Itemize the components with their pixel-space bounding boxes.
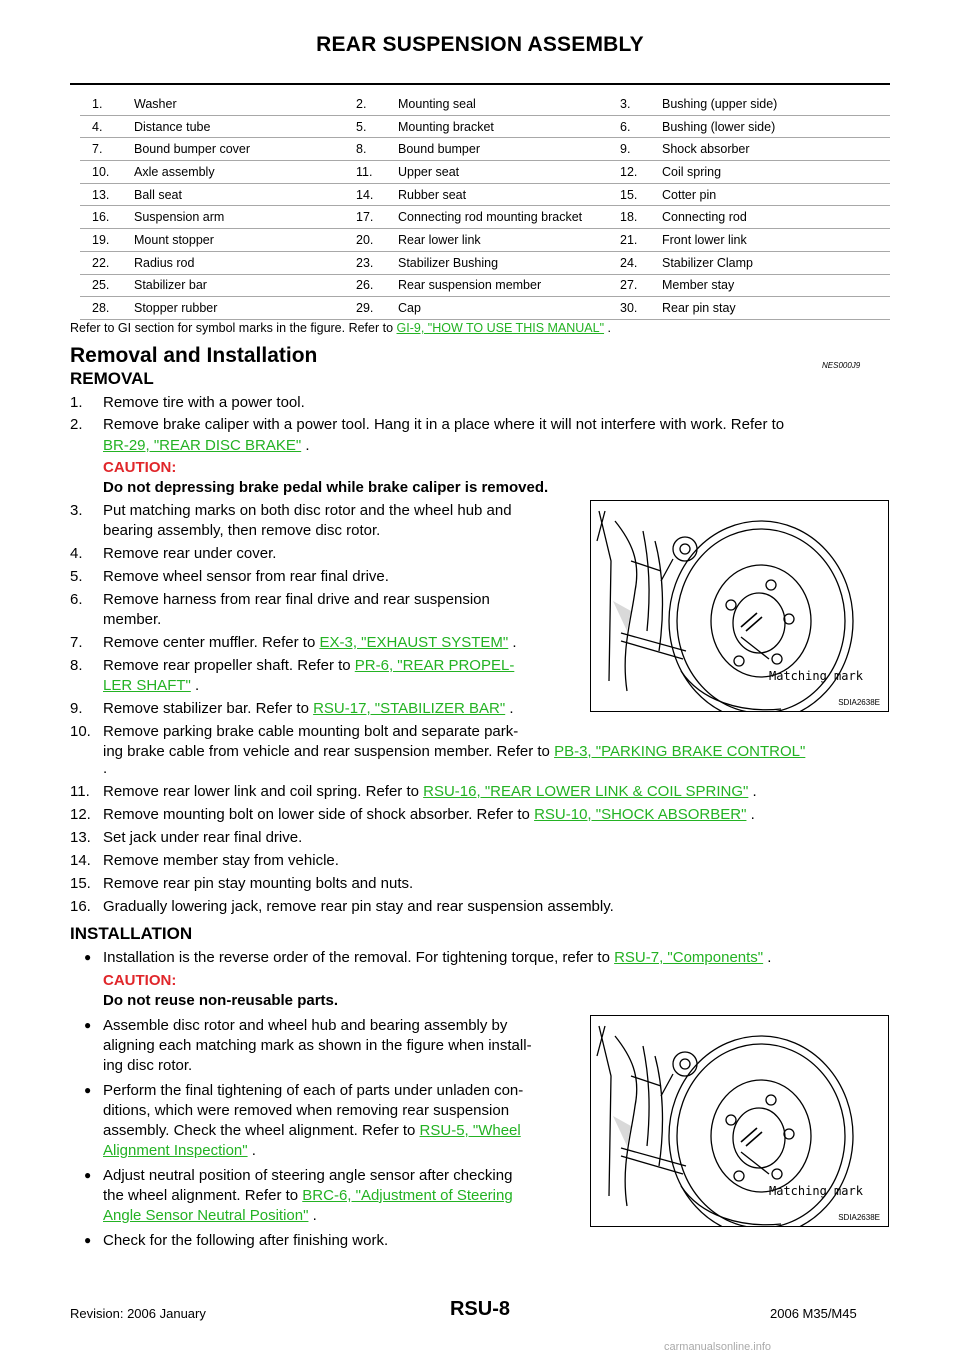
parts-row	[80, 184, 890, 207]
install-bullet-3-line3: assembly. Check the wheel alignment. Refer to RSU-5, "Wheel	[103, 1122, 521, 1139]
removal-step-2: 2. Remove brake caliper with a power tool. Hang it in a place where it will not interfere with work. Refer to	[70, 416, 785, 433]
removal-step-3: 3. Put matching marks on both disc rotor and the wheel hub and	[70, 502, 512, 519]
part-number: 20.	[356, 232, 374, 247]
caution-label: CAUTION:	[103, 459, 177, 476]
parts-cell	[80, 97, 356, 111]
part-name: Distance tube	[134, 119, 211, 134]
install-bullet-1: ● Installation is the reverse order of the removal. For tightening torque, refer to RSU-7, "Components" .	[84, 949, 772, 966]
removal-step-7: 7. Remove center muffler. Refer to EX-3, "EXHAUST SYSTEM" .	[70, 634, 517, 651]
install-bullet-3-line4: Alignment Inspection" .	[103, 1142, 256, 1159]
removal-step-4: 4. Remove rear under cover.	[70, 545, 277, 562]
parts-cell	[80, 233, 356, 247]
part-number: 12.	[620, 164, 638, 179]
parts-row	[80, 93, 890, 116]
parts-cell	[80, 142, 356, 156]
part-name: Upper seat	[398, 164, 460, 179]
part-name: Rear pin stay	[662, 301, 736, 316]
removal-step-13: 13. Set jack under rear final drive.	[70, 829, 303, 846]
part-number: 26.	[356, 278, 374, 293]
part-number: 28.	[92, 301, 110, 316]
part-number: 10.	[92, 164, 110, 179]
install-bullet-4-line2: the wheel alignment. Refer to BRC-6, "Adjustment of Steering	[103, 1187, 513, 1204]
link-brc-6[interactable]: BRC-6, "Adjustment of Steering	[302, 1187, 513, 1204]
parts-cell	[80, 210, 356, 224]
removal-step-14: 14. Remove member stay from vehicle.	[70, 852, 339, 869]
refer-note: Refer to GI section for symbol marks in the figure. Refer to GI-9, "HOW TO USE THIS MANUAL" .	[70, 321, 611, 335]
figure-disc-rotor-install	[590, 1015, 889, 1227]
part-number: 8.	[356, 142, 367, 157]
parts-cell	[356, 120, 620, 134]
part-name: Coil spring	[662, 164, 722, 179]
parts-cell	[356, 142, 620, 156]
part-number: 23.	[356, 255, 374, 270]
link-pr-6[interactable]: PR-6, "REAR PROPEL-	[354, 657, 515, 674]
removal-step-12: 12. Remove mounting bolt on lower side of shock absorber. Refer to RSU-10, "SHOCK ABSORBER" .	[70, 806, 755, 823]
parts-cell	[620, 301, 890, 315]
section-code: NES000J9	[822, 361, 861, 370]
part-name: Mount stopper	[134, 232, 214, 247]
parts-cell	[620, 210, 890, 224]
parts-row	[80, 206, 890, 229]
bullet-icon: ●	[84, 1233, 92, 1247]
part-name: Bound bumper cover	[134, 142, 251, 157]
removal-step-9: 9. Remove stabilizer bar. Refer to RSU-17, "STABILIZER BAR" .	[70, 700, 514, 717]
part-name: Connecting rod	[662, 210, 747, 225]
bullet-icon: ●	[84, 1083, 92, 1097]
parts-row	[80, 297, 890, 320]
parts-row	[80, 275, 890, 298]
part-name: Radius rod	[134, 255, 195, 270]
part-number: 6.	[620, 119, 631, 134]
part-number: 14.	[356, 187, 374, 202]
link-brc-6-cont[interactable]: Angle Sensor Neutral Position"	[103, 1207, 309, 1224]
removal-step-10: 10. Remove parking brake cable mounting bolt and separate park-	[70, 723, 519, 740]
footer-revision: Revision: 2006 January	[70, 1306, 206, 1321]
bullet-icon: ●	[84, 1168, 92, 1182]
removal-step-6: 6. Remove harness from rear final drive and rear suspension	[70, 591, 490, 608]
part-number: 13.	[92, 187, 110, 202]
part-number: 18.	[620, 210, 638, 225]
removal-step-3-cont: bearing assembly, then remove disc rotor.	[103, 522, 381, 539]
removal-title: REMOVAL	[70, 369, 154, 388]
install-bullet-3-line2: ditions, which were removed when removing rear suspension	[103, 1102, 510, 1119]
part-name: Stabilizer Clamp	[662, 255, 754, 270]
part-name: Axle assembly	[134, 164, 215, 179]
link-pr-6-cont[interactable]: LER SHAFT"	[103, 677, 191, 694]
part-number: 11.	[356, 164, 373, 179]
removal-step-5: 5. Remove wheel sensor from rear final drive.	[70, 568, 389, 585]
part-name: Rear suspension member	[398, 278, 542, 293]
parts-cell	[620, 256, 890, 270]
link-gi-9[interactable]: GI-9, "HOW TO USE THIS MANUAL"	[396, 321, 605, 335]
parts-table	[80, 93, 890, 320]
watermark: carmanualsonline.info	[664, 1341, 772, 1353]
part-number: 9.	[620, 142, 631, 157]
part-name: Connecting rod mounting bracket	[398, 210, 583, 225]
install-bullet-5: ● Check for the following after finishing work.	[84, 1232, 389, 1249]
link-br-29[interactable]: BR-29, "REAR DISC BRAKE"	[103, 437, 302, 454]
part-name: Cotter pin	[662, 187, 717, 202]
part-name: Stabilizer bar	[134, 278, 207, 293]
part-name: Shock absorber	[662, 142, 750, 157]
parts-cell	[80, 188, 356, 202]
part-name: Bushing (lower side)	[662, 119, 776, 134]
part-number: 15.	[620, 187, 638, 202]
part-name: Mounting seal	[398, 96, 476, 111]
header-rule	[70, 83, 890, 85]
part-name: Bound bumper	[398, 142, 481, 157]
footer-page-number: RSU-8	[449, 1298, 510, 1320]
figure-code: SDIA2638E	[838, 1213, 880, 1222]
part-name: Member stay	[662, 278, 735, 293]
matching-mark-label: Matching mark	[769, 669, 863, 683]
parts-row	[80, 116, 890, 139]
parts-cell	[80, 278, 356, 292]
part-name: Stopper rubber	[134, 301, 218, 316]
removal-step-16: 16. Gradually lowering jack, remove rear pin stay and rear suspension assembly.	[70, 898, 614, 915]
parts-cell	[356, 256, 620, 270]
parts-row	[80, 252, 890, 275]
part-name: Ball seat	[134, 187, 182, 202]
removal-step-11: 11. Remove rear lower link and coil spring. Refer to RSU-16, "REAR LOWER LINK & COIL SPRING" .	[70, 783, 757, 800]
install-bullet-2-line3: ing disc rotor.	[103, 1057, 193, 1074]
removal-step-10-dot: .	[103, 760, 108, 777]
parts-cell	[80, 165, 356, 179]
part-number: 4.	[92, 119, 103, 134]
parts-cell	[80, 120, 356, 134]
parts-cell	[356, 210, 620, 224]
part-name: Stabilizer Bushing	[398, 255, 499, 270]
parts-row	[80, 161, 890, 184]
footer-model: 2006 M35/M45	[770, 1306, 857, 1321]
parts-cell	[80, 256, 356, 270]
parts-cell	[356, 278, 620, 292]
part-name: Suspension arm	[134, 210, 225, 225]
parts-cell	[620, 278, 890, 292]
part-number: 16.	[92, 210, 110, 225]
parts-cell	[620, 165, 890, 179]
link-rsu-10[interactable]: RSU-10, "SHOCK ABSORBER"	[534, 806, 747, 823]
removal-step-8-cont: LER SHAFT" .	[103, 677, 200, 694]
parts-cell	[620, 97, 890, 111]
matching-mark-label: Matching mark	[769, 1184, 863, 1198]
part-number: 7.	[92, 142, 103, 157]
caution-text: Do not depressing brake pedal while brake caliper is removed.	[103, 479, 549, 496]
install-caution-text: Do not reuse non-reusable parts.	[103, 992, 339, 1009]
removal-step-1: 1. Remove tire with a power tool.	[70, 394, 305, 411]
part-number: 29.	[356, 301, 374, 316]
link-rsu-16[interactable]: RSU-16, "REAR LOWER LINK & COIL SPRING"	[423, 783, 749, 800]
link-rsu-7[interactable]: RSU-7, "Components"	[614, 949, 764, 966]
part-number: 3.	[620, 96, 631, 111]
page-title: REAR SUSPENSION ASSEMBLY	[316, 33, 644, 56]
figure-code: SDIA2638E	[838, 698, 880, 707]
part-number: 25.	[92, 278, 110, 293]
parts-cell	[356, 301, 620, 315]
part-number: 1.	[92, 96, 103, 111]
parts-cell	[620, 233, 890, 247]
part-number: 2.	[356, 96, 367, 111]
link-rsu-5[interactable]: RSU-5, "Wheel	[419, 1122, 521, 1139]
part-number: 21.	[620, 232, 638, 247]
bullet-icon: ●	[84, 1018, 92, 1032]
parts-cell	[356, 233, 620, 247]
parts-cell	[80, 301, 356, 315]
part-number: 24.	[620, 255, 638, 270]
part-name: Cap	[398, 301, 421, 316]
part-number: 5.	[356, 119, 367, 134]
parts-cell	[620, 120, 890, 134]
part-number: 27.	[620, 278, 638, 293]
part-name: Front lower link	[662, 232, 747, 247]
part-number: 22.	[92, 255, 110, 270]
parts-cell	[620, 142, 890, 156]
removal-step-2-ref: BR-29, "REAR DISC BRAKE" .	[103, 437, 310, 454]
part-number: 19.	[92, 232, 110, 247]
parts-row	[80, 229, 890, 252]
part-name: Washer	[134, 96, 177, 111]
parts-cell	[356, 165, 620, 179]
removal-step-6-cont: member.	[103, 611, 162, 628]
figure-disc-rotor-removal	[590, 500, 889, 712]
link-rsu-17[interactable]: RSU-17, "STABILIZER BAR"	[313, 700, 506, 717]
part-name: Rubber seat	[398, 187, 467, 202]
bullet-icon: ●	[84, 950, 92, 964]
part-name: Bushing (upper side)	[662, 96, 778, 111]
parts-cell	[356, 188, 620, 202]
link-ex-3[interactable]: EX-3, "EXHAUST SYSTEM"	[319, 634, 509, 651]
install-bullet-4: ● Adjust neutral position of steering angle sensor after checking	[84, 1167, 513, 1184]
section-title: Removal and Installation	[70, 344, 318, 367]
part-name: Mounting bracket	[398, 119, 494, 134]
part-number: 17.	[356, 210, 374, 225]
parts-row	[80, 138, 890, 161]
removal-step-10-cont: ing brake cable from vehicle and rear suspension member. Refer to PB-3, "PARKING BRAKE CONTROL"	[103, 743, 806, 760]
link-pb-3[interactable]: PB-3, "PARKING BRAKE CONTROL"	[554, 743, 806, 760]
part-number: 30.	[620, 301, 638, 316]
link-rsu-5-cont[interactable]: Alignment Inspection"	[103, 1142, 248, 1159]
install-bullet-2: ● Assemble disc rotor and wheel hub and bearing assembly by	[84, 1017, 508, 1034]
installation-title: INSTALLATION	[70, 924, 193, 943]
install-bullet-3: ● Perform the final tightening of each of parts under unladen con-	[84, 1082, 524, 1099]
parts-cell	[356, 97, 620, 111]
parts-cell	[620, 188, 890, 202]
install-caution-label: CAUTION:	[103, 972, 177, 989]
install-bullet-4-line3: Angle Sensor Neutral Position" .	[103, 1207, 317, 1224]
removal-step-8: 8. Remove rear propeller shaft. Refer to PR-6, "REAR PROPEL-	[70, 657, 515, 674]
removal-step-15: 15. Remove rear pin stay mounting bolts and nuts.	[70, 875, 414, 892]
install-bullet-2-line2: aligning each matching mark as shown in the figure when install-	[103, 1037, 532, 1054]
part-name: Rear lower link	[398, 232, 481, 247]
